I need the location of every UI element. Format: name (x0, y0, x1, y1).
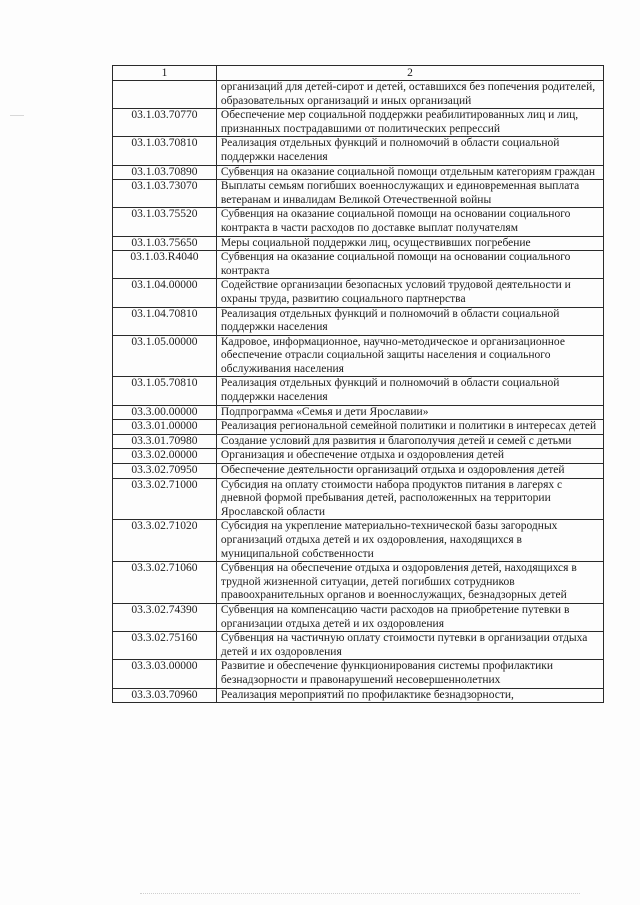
table-row (113, 449, 604, 464)
table-row (113, 208, 604, 236)
row-description: Субвенция на обеспечение отдыха и оздоровления детей, находящихся в трудной жизненной ситуации, детей погибших сотрудников правоохранительных органов и военнослужащих, безнадзорных детей (216, 562, 603, 604)
row-code: 03.1.05.70810 (113, 377, 217, 405)
row-description: Обеспечение деятельности организаций отдыха и оздоровления детей (216, 464, 603, 479)
row-code: 03.3.02.71020 (113, 520, 217, 562)
row-code: 03.3.02.71060 (113, 562, 217, 604)
table-row (113, 377, 604, 405)
row-code: 03.3.03.70960 (113, 688, 217, 703)
table-row (113, 405, 604, 420)
row-code: 03.3.01.00000 (113, 420, 217, 435)
table-row (113, 688, 604, 703)
row-code: 03.1.03.R4040 (113, 251, 217, 279)
row-description: Реализация мероприятий по профилактике безнадзорности, (216, 688, 603, 703)
row-description: Реализация отдельных функций и полномочий в области социальной поддержки населения (216, 377, 603, 405)
table-row (113, 478, 604, 520)
row-description: Субвенция на оказание социальной помощи отдельным категориям граждан (216, 165, 603, 180)
table-row (113, 137, 604, 165)
row-code: 03.1.04.70810 (113, 307, 217, 335)
row-code: 03.1.03.75520 (113, 208, 217, 236)
row-code: 03.1.03.73070 (113, 180, 217, 208)
table-row (113, 335, 604, 377)
table-header-row (113, 66, 604, 81)
row-code: 03.1.03.70770 (113, 109, 217, 137)
row-description: Субвенция на частичную оплату стоимости путевки в организации отдыха детей и их оздоровления (216, 632, 603, 660)
column-header-description: 2 (216, 66, 603, 81)
row-description: Кадровое, информационное, научно-методическое и организационное обеспечение отрасли социальной защиты населения и социального обслуживания населения (216, 335, 603, 377)
table-row (113, 279, 604, 307)
row-description: Субвенция на компенсацию части расходов на приобретение путевки в организации отдыха детей и их оздоровления (216, 603, 603, 631)
table-row (113, 520, 604, 562)
row-code (113, 81, 217, 109)
scan-footer-artifact (140, 893, 580, 895)
table-row (113, 420, 604, 435)
table-row (113, 603, 604, 631)
row-description: Подпрограмма «Семья и дети Ярославии» (216, 405, 603, 420)
row-description: Субвенция на оказание социальной помощи на основании социального контракта в части расходов по доставке выплат получателям (216, 208, 603, 236)
row-code: 03.1.04.00000 (113, 279, 217, 307)
column-header-code: 1 (113, 66, 217, 81)
row-code: 03.3.03.00000 (113, 660, 217, 688)
row-description: Создание условий для развития и благополучия детей и семей с детьми (216, 434, 603, 449)
table-row (113, 165, 604, 180)
row-description: Организация и обеспечение отдыха и оздоровления детей (216, 449, 603, 464)
row-description: организаций для детей-сирот и детей, оставшихся без попечения родителей, образовательных организаций и иных организаций (216, 81, 603, 109)
table-row (113, 180, 604, 208)
row-description: Субсидия на укрепление материально-технической базы загородных организаций отдыха детей и их оздоровления, находящихся в муниципальной собственности (216, 520, 603, 562)
table-row (113, 307, 604, 335)
table-row (113, 464, 604, 479)
table-row (113, 434, 604, 449)
row-description: Развитие и обеспечение функционирования системы профилактики безнадзорности и правонарушений несовершеннолетних (216, 660, 603, 688)
row-code: 03.3.02.71000 (113, 478, 217, 520)
row-description: Реализация отдельных функций и полномочий в области социальной поддержки населения (216, 307, 603, 335)
row-description: Обеспечение мер социальной поддержки реабилитированных лиц и лиц, признанных пострадавшими от политических репрессий (216, 109, 603, 137)
row-description: Реализация региональной семейной политики и политики в интересах детей (216, 420, 603, 435)
table-row (113, 562, 604, 604)
row-description: Реализация отдельных функций и полномочий в области социальной поддержки населения (216, 137, 603, 165)
table-row (113, 81, 604, 109)
row-code: 03.1.05.00000 (113, 335, 217, 377)
row-description: Содействие организации безопасных условий трудовой деятельности и охраны труда, развитию социального партнерства (216, 279, 603, 307)
row-code: 03.3.00.00000 (113, 405, 217, 420)
row-code: 03.1.03.70890 (113, 165, 217, 180)
scan-margin-mark (10, 115, 24, 116)
row-code: 03.3.02.70950 (113, 464, 217, 479)
row-code: 03.1.03.70810 (113, 137, 217, 165)
row-description: Субвенция на оказание социальной помощи на основании социального контракта (216, 251, 603, 279)
row-code: 03.3.01.70980 (113, 434, 217, 449)
row-description: Субсидия на оплату стоимости набора продуктов питания в лагерях с дневной формой пребывания детей, расположенных на территории Ярославской области (216, 478, 603, 520)
table-row (113, 251, 604, 279)
row-code: 03.1.03.75650 (113, 236, 217, 251)
table-row (113, 109, 604, 137)
table-row (113, 632, 604, 660)
row-description: Выплаты семьям погибших военнослужащих и единовременная выплата ветеранам и инвалидам Великой Отечественной войны (216, 180, 603, 208)
budget-classification-table (112, 65, 604, 703)
row-code: 03.3.02.74390 (113, 603, 217, 631)
table-row (113, 660, 604, 688)
table-row (113, 236, 604, 251)
row-code: 03.3.02.00000 (113, 449, 217, 464)
row-description: Меры социальной поддержки лиц, осуществивших погребение (216, 236, 603, 251)
row-code: 03.3.02.75160 (113, 632, 217, 660)
